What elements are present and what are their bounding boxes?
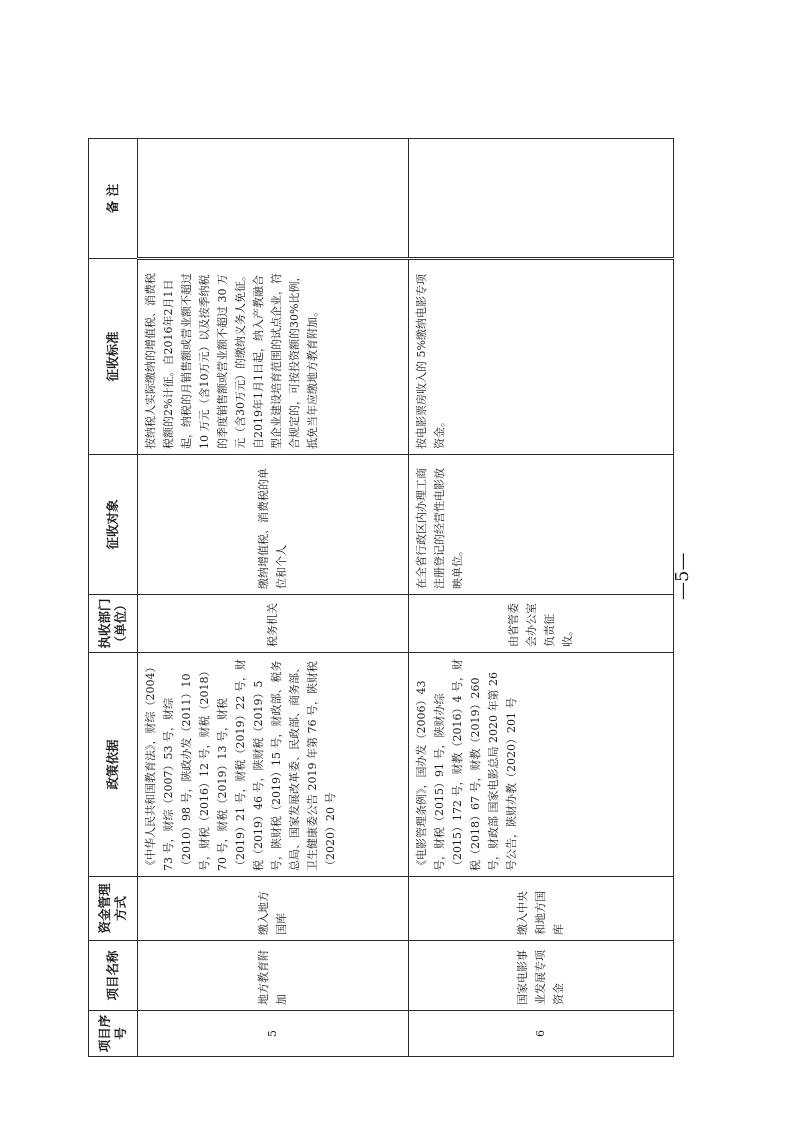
header-seq: 项目序号 xyxy=(89,1011,138,1057)
header-basis: 政策依据 xyxy=(89,653,138,877)
header-object: 征收对象 xyxy=(89,455,138,595)
row-seq: 5 xyxy=(138,1011,409,1057)
row-dept: 由省管委会办公室负责征收。 xyxy=(409,595,674,653)
row-name: 地方教育附加 xyxy=(138,941,409,1011)
rotated-table-stage xyxy=(88,139,668,1057)
table-row xyxy=(409,139,674,1057)
page-number: —5— xyxy=(672,552,693,600)
row-object: 在全省行政区内办理工商注册登记的经营性电影放映单位。 xyxy=(409,455,674,595)
row-dept: 税务机关 xyxy=(138,595,409,653)
page-number-box xyxy=(672,520,702,610)
row-remark xyxy=(409,139,674,259)
table-row xyxy=(138,139,409,1057)
row-fund: 缴入地方国库 xyxy=(138,877,409,941)
header-dept: 执收部门（单位） xyxy=(89,595,138,653)
row-remark xyxy=(138,139,409,259)
row-basis: 《中华人民共和国教育法》，财综（2004）73 号，财综（2007）53 号，财综（2010）98 号，陕政办发（2011）10 号，财税（2016）12 号，财税（2018）70 号，财税（2019）13 号，财税（2019）21 号，财税（2019）22 号，财税（2019）46 号，陕财税（2019）5 号，陕财税（2019）15 号，财政部、税务总局、国家发展改革委、民政部、商务部、卫生健康委公告 2019 年第 76 号，陕财税（2020）20 号 xyxy=(138,653,409,877)
table-header-row xyxy=(89,139,138,1057)
header-fund: 资金管理方式 xyxy=(89,877,138,941)
header-name: 项目名称 xyxy=(89,941,138,1011)
row-standard: 按电影票房收入的 5%缴纳电影专项资金。 xyxy=(409,259,674,455)
row-name: 国家电影事业发展专项资金 xyxy=(409,941,674,1011)
row-object: 缴纳增值税、消费税的单位和个人 xyxy=(138,455,409,595)
row-standard: 按纳税人实际缴纳的增值税、消费税税额的2%计征。自2016年2月1日起，纳税的月销售额或营业额不超过 10 万元（含10万元）以及按季纳税的季度销售额或营业额不超过 30 万元（含30万元）的缴纳义务人免征。自2019年1月1日起，纳入产教融合型企业建设培育范围的试点企业，符合规定的，可按投资额的30%比例，抵免当年应缴地方教育附加。 xyxy=(138,259,409,455)
row-basis: 《电影管理条例》，国办发（2006）43 号，财税（2015）91 号，陕财办综（2015）172 号，财教（2016）4 号，财税（2018）67 号，财教（2019）260 号，财政部 国家电影总局 2020 年第 26 号公告，陕财办教（2020）201 号 xyxy=(409,653,674,877)
header-remark: 备 注 xyxy=(89,139,138,259)
row-seq: 6 xyxy=(409,1011,674,1057)
row-fund: 缴入中央和地方国库 xyxy=(409,877,674,941)
fee-table xyxy=(88,138,674,1057)
header-standard: 征收标准 xyxy=(89,259,138,455)
